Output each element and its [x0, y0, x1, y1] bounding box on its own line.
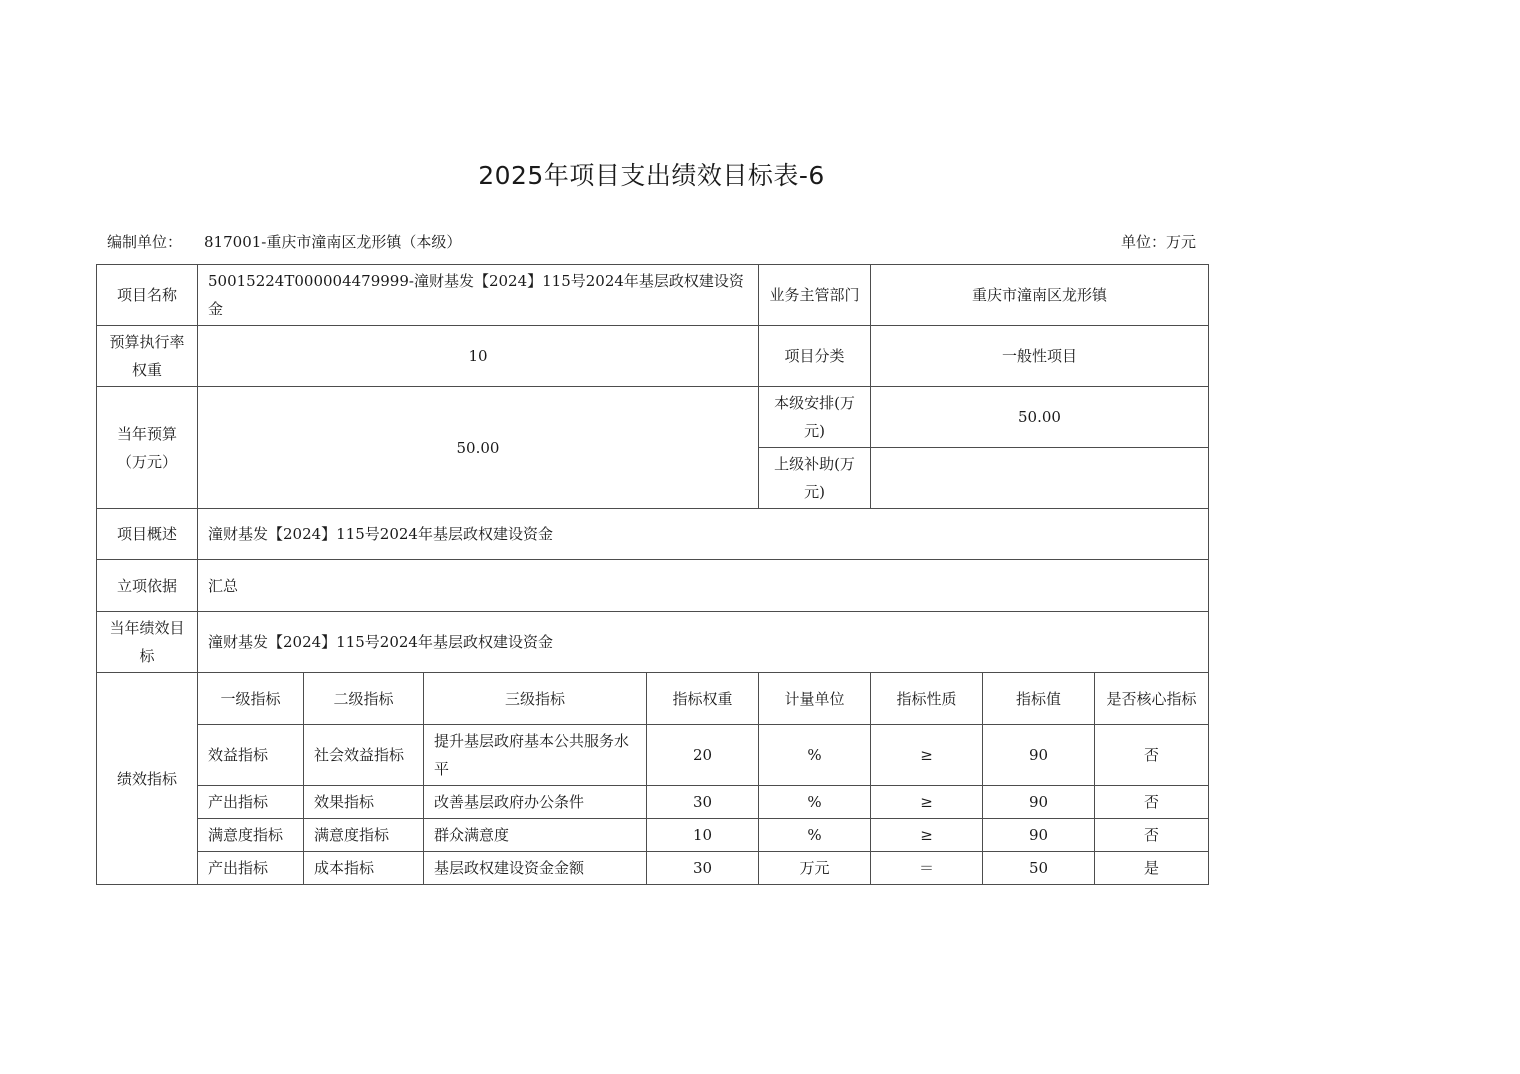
- row-project-name: [97, 265, 1209, 326]
- indicator-row: [97, 786, 1209, 819]
- row-overview: [97, 509, 1209, 560]
- indicator-l3: 基层政权建设资金金额: [424, 852, 647, 885]
- perf-label: 绩效指标: [97, 673, 198, 885]
- indicator-unit: 万元: [759, 852, 871, 885]
- indicator-l2: 社会效益指标: [304, 725, 424, 786]
- currency-unit: 单位：万元: [1120, 233, 1196, 251]
- indicator-core: 否: [1095, 786, 1209, 819]
- indicator-header-row: [97, 673, 1209, 725]
- local-value: 50.00: [871, 387, 1209, 448]
- header-nature: 指标性质: [871, 673, 983, 725]
- indicator-l1: 效益指标: [198, 725, 304, 786]
- exec-rate-value: 10: [198, 326, 759, 387]
- header-core: 是否核心指标: [1095, 673, 1209, 725]
- basis-value: 汇总: [198, 560, 1209, 612]
- budget-label: 当年预算（万元）: [97, 387, 198, 509]
- indicator-weight: 30: [647, 852, 759, 885]
- basis-label: 立项依据: [97, 560, 198, 612]
- indicator-weight: 30: [647, 786, 759, 819]
- indicator-value: 90: [983, 819, 1095, 852]
- indicator-l1: 满意度指标: [198, 819, 304, 852]
- indicator-row: [97, 725, 1209, 786]
- indicator-unit: %: [759, 725, 871, 786]
- indicator-core: 否: [1095, 725, 1209, 786]
- page-title: 2025年项目支出绩效目标表-6: [478, 161, 825, 190]
- indicator-unit: %: [759, 819, 871, 852]
- row-basis: [97, 560, 1209, 612]
- indicator-nature: ≥: [871, 725, 983, 786]
- row-goal: [97, 612, 1209, 673]
- header-l3: 三级指标: [424, 673, 647, 725]
- project-name-value: 50015224T000004479999-潼财基发【2024】115号2024年基层政权建设资金: [198, 265, 759, 326]
- indicator-weight: 10: [647, 819, 759, 852]
- indicator-l2: 满意度指标: [304, 819, 424, 852]
- goal-label: 当年绩效目标: [97, 612, 198, 673]
- category-label: 项目分类: [759, 326, 871, 387]
- header-unit: 计量单位: [759, 673, 871, 725]
- indicator-value: 90: [983, 725, 1095, 786]
- overview-value: 潼财基发【2024】115号2024年基层政权建设资金: [198, 509, 1209, 560]
- indicator-unit: %: [759, 786, 871, 819]
- upper-label: 上级补助(万元): [759, 448, 871, 509]
- indicator-l2: 成本指标: [304, 852, 424, 885]
- indicator-l1: 产出指标: [198, 852, 304, 885]
- indicator-nature: ≥: [871, 819, 983, 852]
- indicator-value: 90: [983, 786, 1095, 819]
- indicator-l3: 群众满意度: [424, 819, 647, 852]
- indicator-core: 否: [1095, 819, 1209, 852]
- header-weight: 指标权重: [647, 673, 759, 725]
- row-exec-rate: [97, 326, 1209, 387]
- indicator-weight: 20: [647, 725, 759, 786]
- upper-value: [871, 448, 1209, 509]
- indicator-l3: 改善基层政府办公条件: [424, 786, 647, 819]
- indicator-row: [97, 819, 1209, 852]
- indicator-l2: 效果指标: [304, 786, 424, 819]
- compiling-unit-value: 817001-重庆市潼南区龙形镇（本级）: [204, 233, 462, 251]
- indicator-l1: 产出指标: [198, 786, 304, 819]
- dept-label: 业务主管部门: [759, 265, 871, 326]
- header-value: 指标值: [983, 673, 1095, 725]
- indicator-row: [97, 852, 1209, 885]
- header-l1: 一级指标: [198, 673, 304, 725]
- row-budget-local: [97, 387, 1209, 448]
- performance-target-table: [96, 264, 1209, 885]
- budget-value: 50.00: [198, 387, 759, 509]
- indicator-nature: ＝: [871, 852, 983, 885]
- local-label: 本级安排(万元): [759, 387, 871, 448]
- compiling-unit: [107, 231, 461, 252]
- category-value: 一般性项目: [871, 326, 1209, 387]
- exec-rate-label: 预算执行率权重: [97, 326, 198, 387]
- header-l2: 二级指标: [304, 673, 424, 725]
- indicator-l3: 提升基层政府基本公共服务水平: [424, 725, 647, 786]
- dept-value: 重庆市潼南区龙形镇: [871, 265, 1209, 326]
- compiling-unit-label: 编制单位：: [107, 233, 183, 251]
- indicator-value: 50: [983, 852, 1095, 885]
- project-name-label: 项目名称: [97, 265, 198, 326]
- indicator-nature: ≥: [871, 786, 983, 819]
- goal-value: 潼财基发【2024】115号2024年基层政权建设资金: [198, 612, 1209, 673]
- indicator-core: 是: [1095, 852, 1209, 885]
- overview-label: 项目概述: [97, 509, 198, 560]
